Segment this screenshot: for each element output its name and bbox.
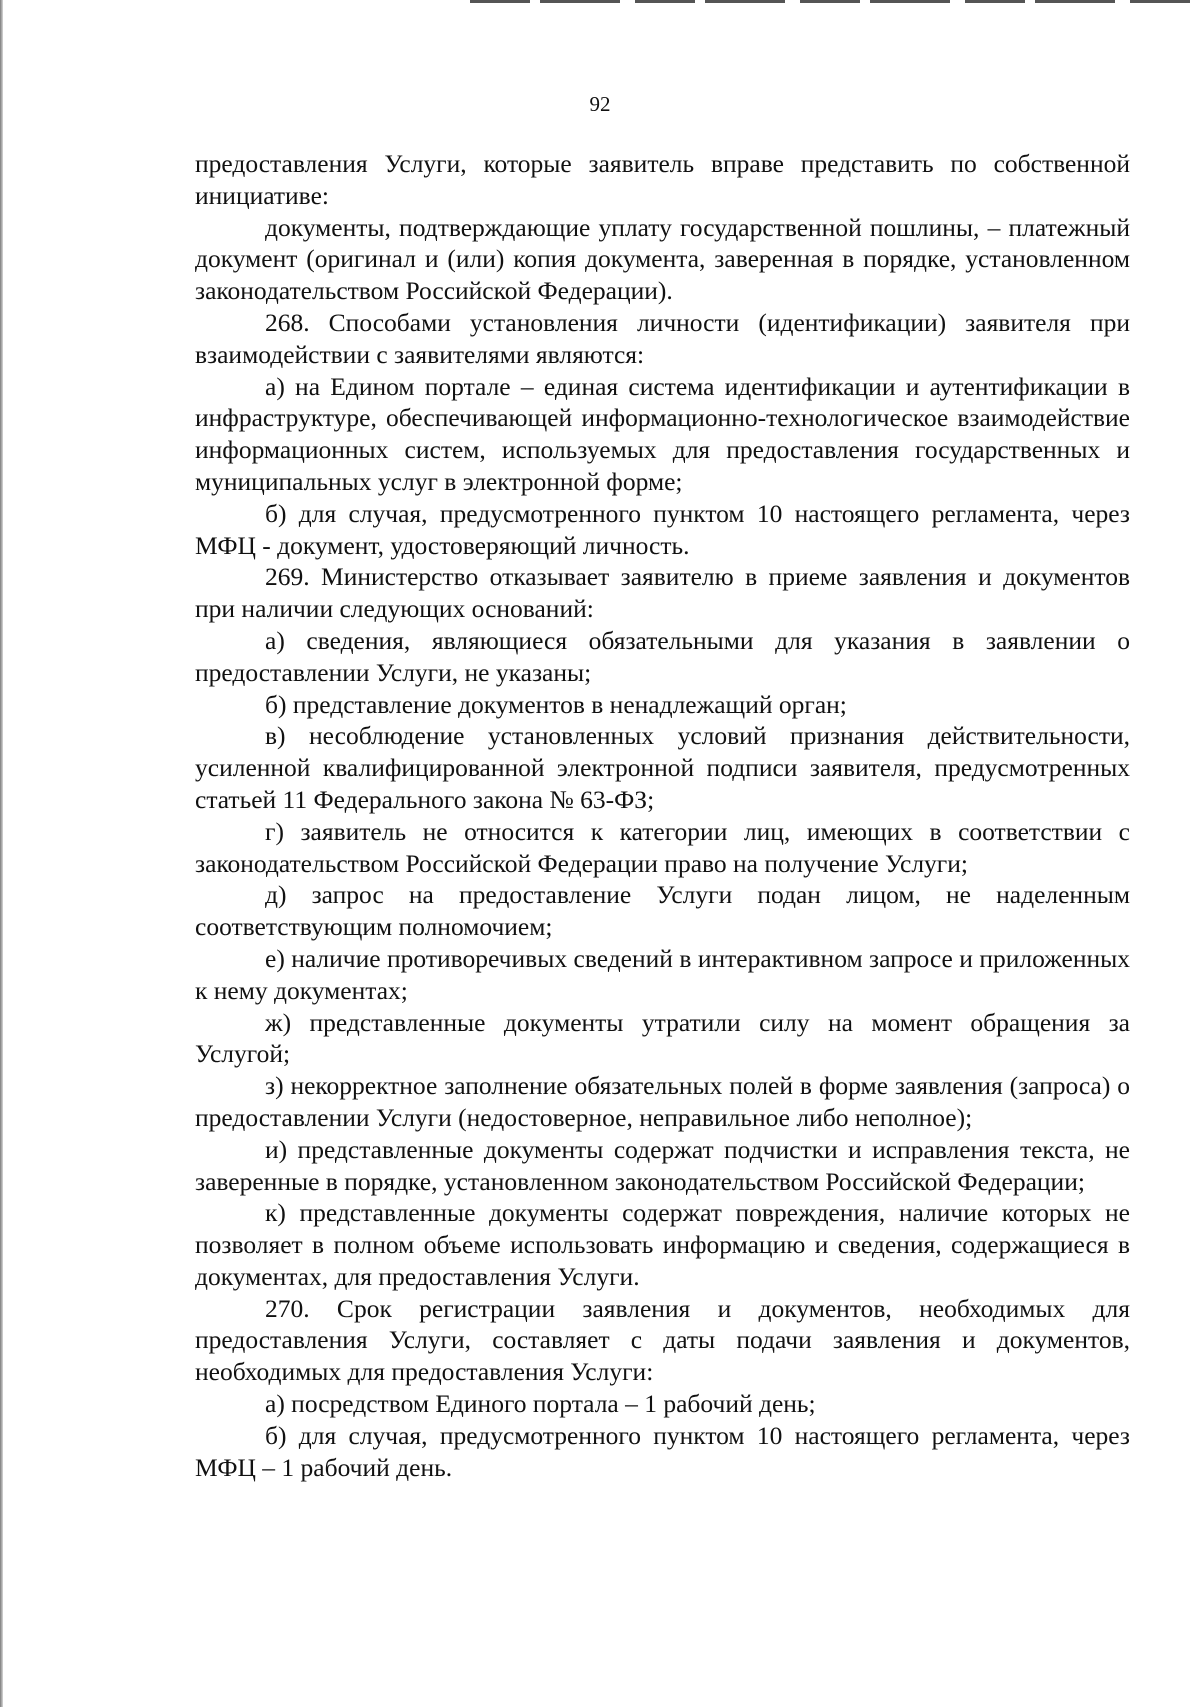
list-item: а) на Едином портале – единая система идентификации и аутентификации в инфраструктуре, обеспечивающей информационно-технологическое взаимодействие информационных систем, используемых для предоставления государственных и муниципальных услуг в электронной форме; [195,371,1130,496]
list-item: г) заявитель не относится к категории лиц, имеющих в соответствии с законодательством Российской Федерации право на получение Услуги; [195,816,1130,878]
paragraph-270: 270. Срок регистрации заявления и документов, необходимых для предоставления Услуги, составляет с даты подачи заявления и документов, необходимых для предоставления Услуги: [195,1293,1130,1387]
list-item: и) представленные документы содержат подчистки и исправления текста, не заверенные в порядке, установленном законодательством Российской Федерации; [195,1134,1130,1196]
list-item: ж) представленные документы утратили силу на момент обращения за Услугой; [195,1007,1130,1069]
list-item: б) представление документов в ненадлежащий орган; [265,689,847,719]
scan-edge-shadow [0,0,3,1707]
list-item: б) для случая, предусмотренного пунктом 10 настоящего регламента, через МФЦ - документ, удостоверяющий личность. [195,498,1130,560]
list-item: а) сведения, являющиеся обязательными для указания в заявлении о предоставлении Услуги, не указаны; [195,625,1130,687]
list-item: б) для случая, предусмотренного пунктом 10 настоящего регламента, через МФЦ – 1 рабочий день. [195,1420,1130,1482]
document-body [195,148,1130,1483]
list-item: в) несоблюдение установленных условий признания действительности, усиленной квалифицированной электронной подписи заявителя, предусмотренных статьей 11 Федерального закона № 63-ФЗ; [195,721,1130,814]
list-item: к) представленные документы содержат повреждения, наличие которых не позволяет в полном объеме использовать информацию и сведения, содержащиеся в документах, для предоставления Услуги. [195,1198,1130,1291]
paragraph-269: 269. Министерство отказывает заявителю в приеме заявления и документов при наличии следующих оснований: [195,562,1130,624]
list-item: з) некорректное заполнение обязательных полей в форме заявления (запроса) о предоставлении Услуги (недостоверное, неправильное либо неполное); [195,1071,1130,1132]
list-item: а) посредством Единого портала – 1 рабочий день; [265,1389,816,1419]
scan-top-artifact [470,0,1200,3]
page-number: 92 [589,92,611,116]
paragraph-continuation: предоставления Услуги, которые заявитель вправе представить по собственной инициативе: [195,149,1130,210]
paragraph-268: 268. Способами установления личности (идентификации) заявителя при взаимодействии с заявителями являются: [195,307,1130,369]
list-item: е) наличие противоречивых сведений в интерактивном запросе и приложенных к нему документах; [195,943,1130,1005]
list-item: д) запрос на предоставление Услуги подан лицом, не наделенным соответствующим полномочием; [195,880,1130,942]
paragraph: документы, подтверждающие уплату государственной пошлины, – платежный документ (оригинал и (или) копия документа, заверенная в порядке, установленном законодательством Российской Федерации). [195,212,1130,306]
